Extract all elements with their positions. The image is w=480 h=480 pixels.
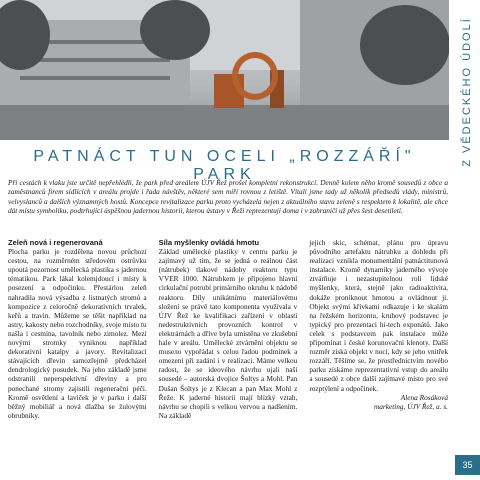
column-1 bbox=[8, 238, 147, 420]
article-columns bbox=[8, 238, 448, 420]
article-title: PATNÁCT TUN OCELI „ROZZÁŘÍ" PARK bbox=[33, 148, 416, 183]
column-3 bbox=[309, 238, 448, 420]
column-heading: Síla myšlenky ovládá hmotu bbox=[158, 238, 260, 247]
column-heading: Zeleň nová i regenerovaná bbox=[8, 238, 103, 247]
column-text: Plocha parku je rozdělena novou průchozí cestou, na rozměrném středovém ostrůvku upoutá pozornost umělecká plastika s jadernou tématikou. Park lákal kolemjdoucí i místy k posezení a odpočinku. Přestárlou zeleň nahradila nová výsadba z listnatých stromů a kompozice z celoročně dekorativních trvalek, keřů a travin. Můžeme se těšit například na astry, kakosty nebo rozchodníky, svoje místo tu našla i cesmína, tavolník nebo zimolez. Mezi novými stromky vyniknou například dekorativní katalpy a javory. Revitalizací stávajících dřevin samozřejmě předcházel dendrologický posudek. Na jeho základě jsme odstranili neperspektivní dřeviny a pro ponechané stromy zajistili regenerační péči. Kromě osvětlení a laviček je v parku i další běžný mobiliář a nová dlažba se žulovými obrubníky. bbox=[8, 247, 147, 420]
article-lead: Při cestách k vlaku jste určitě nepřehlédli, že park před areálem ÚJV Řež prošel kompletní rekonstrukcí. Denně kolem něho kromě sousedů z obce a zaměstnanců firem sídlících v areálu projde i řada návštěv, některé sem míří rovnou z letiště. Vítali jsme tady už několik předsedů vlády, ministrů, velvyslanců a dalších významných hostů. Koncepce revitalizace parku proto vycházela nejen z aktuálního stavu zeleně s respektem k lokalitě, ale chce dát místu symboliku, podtrhující úspěšnou jadernou historii, kterou ústavy v Řeži reprezentují doma i v zahraničí už přes šest desetiletí. bbox=[8, 178, 448, 215]
column-text: jejich skic, schémat, plánu pro úpravu původního artefaktu nátrubku a dohledu při realizaci vznikla monumentální patnáctitunová instalace. Kromě dynamiky jaderného vývoje ztvárňuje i nezastupitelnou roli lidské myšlenky, která, stejně jako radioaktivita, dokáže proniknout hmotou a ovládnout ji. Objekt svými křivkami odkazuje i ke skalám na řežském horizontu, kruhový podstavec je typický pro prezentaci hi-tech exponátů. Jako celek s podstavcem pak instalace může připomínat i české korunovační klenoty. Další rozměr získá objekt v noci, kdy se jeho vnitřek rozzáří. Těšíme se, že prostřednictvím nového parku získáme reprezentativní vstup do areálu a sousedé z obce další zajímavé místo pro své rozptýlení a odpočinek. bbox=[309, 238, 449, 393]
author-name: Alena Rosáková bbox=[400, 392, 449, 402]
section-label: Z VĚDECKÉHO ÚDOLÍ bbox=[461, 17, 473, 167]
author-role: marketing, ÚJV Řež, a. s. bbox=[373, 401, 449, 411]
column-text: Základ umělecké plastiky v centru parku je zajímavý už tím, že se jedná o reálnou část (nátrubek) tlakové nádoby reaktoru typu VVER 1000. Nátrubkem je připojeno hlavní cirkulační potrubí primárního okruhu k nádobě reaktoru. Díly unikátnímu materiálovému složení se právě tato komponenta využívala v ÚJV Řež ke kvalifikaci zařízení v oblasti nedestruktivních provozních kontrol v elektrárnách a dříve byla umístěna ve zkušební hale v areálu. Umělecké ztvárnění objektu se musело vypořádat s celou řadou podmínek a omezení při zadání i v realizaci. Máme velkou radost, že se ideového návrhu ujali naši sousedé – autorská dvojice Šoltys a Mohl. Pan Dušan Šoltys je z Klecan a pan Max Mohl z Řeže. K jaderné historii mají blízký vztah, návrhu se chopili s velkou vervou a nadšením. Na základě bbox=[158, 247, 298, 420]
column-2 bbox=[159, 238, 298, 420]
park-photo bbox=[0, 0, 449, 140]
page-number: 35 bbox=[455, 455, 480, 475]
sculpture-image bbox=[232, 52, 278, 100]
